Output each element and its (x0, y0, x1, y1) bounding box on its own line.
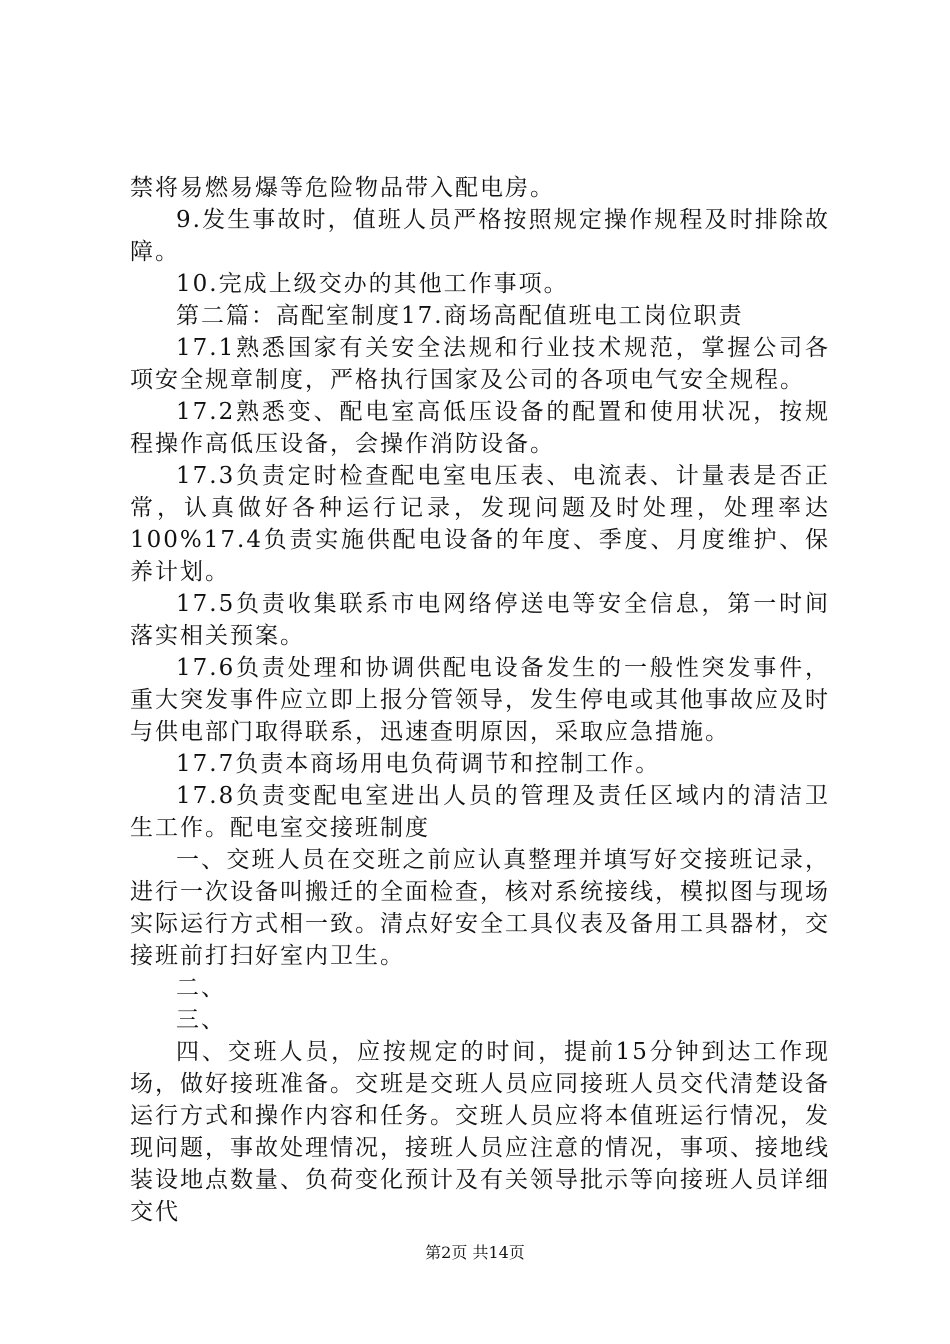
paragraph-4: 17.1熟悉国家有关安全法规和行业技术规范，掌握公司各项安全规章制度，严格执行国家及公司的各项电气安全规程。 (130, 335, 830, 393)
paragraph-5: 17.2熟悉变、配电室高低压设备的配置和使用状况，按规程操作高低压设备，会操作消防设备。 (130, 399, 830, 457)
paragraph-14: 四、交班人员，应按规定的时间，提前15分钟到达工作现场，做好接班准备。交班是交班人员应同接班人员交代清楚设备运行方式和操作内容和任务。交班人员应将本值班运行情况，发现问题，事故处理情况，接班人员应注意的情况，事项、接地线装设地点数量、负荷变化预计及有关领导批示等向接班人员详细交代 (130, 1039, 830, 1225)
paragraph-0: 禁将易燃易爆等危险物品带入配电房。 (130, 175, 555, 201)
paragraph-10: 17.8负责变配电室进出人员的管理及责任区域内的清洁卫生工作。配电室交接班制度 (130, 783, 830, 841)
paragraph-7: 17.5负责收集联系市电网络停送电等安全信息，第一时间落实相关预案。 (130, 591, 830, 649)
page-number-label: 第2页 共14页 (425, 1243, 525, 1262)
paragraph-6: 17.3负责定时检查配电室电压表、电流表、计量表是否正常，认真做好各种运行记录，发现问题及时处理，处理率达100%17.4负责实施供配电设备的年度、季度、月度维护、保养计划。 (130, 463, 830, 585)
paragraph-1: 9.发生事故时，值班人员严格按照规定操作规程及时排除故障。 (130, 207, 830, 265)
page-footer (0, 1240, 950, 1263)
paragraph-3: 第二篇：高配室制度17.商场高配值班电工岗位职责 (176, 303, 744, 329)
paragraph-9: 17.7负责本商场用电负荷调节和控制工作。 (176, 751, 661, 777)
paragraph-8: 17.6负责处理和协调供配电设备发生的一般性突发事件，重大突发事件应立即上报分管领导，发生停电或其他事故应及时与供电部门取得联系，迅速查明原因，采取应急措施。 (130, 655, 830, 745)
paragraph-2: 10.完成上级交办的其他工作事项。 (176, 271, 569, 297)
paragraph-13: 三、 (176, 1007, 226, 1033)
paragraph-11: 一、交班人员在交班之前应认真整理并填写好交接班记录，进行一次设备叫搬迁的全面检查，核对系统接线，模拟图与现场实际运行方式相一致。清点好安全工具仪表及备用工具器材，交接班前打扫好室内卫生。 (130, 847, 830, 969)
paragraph-12: 二、 (176, 975, 226, 1001)
document-body (130, 172, 830, 1228)
